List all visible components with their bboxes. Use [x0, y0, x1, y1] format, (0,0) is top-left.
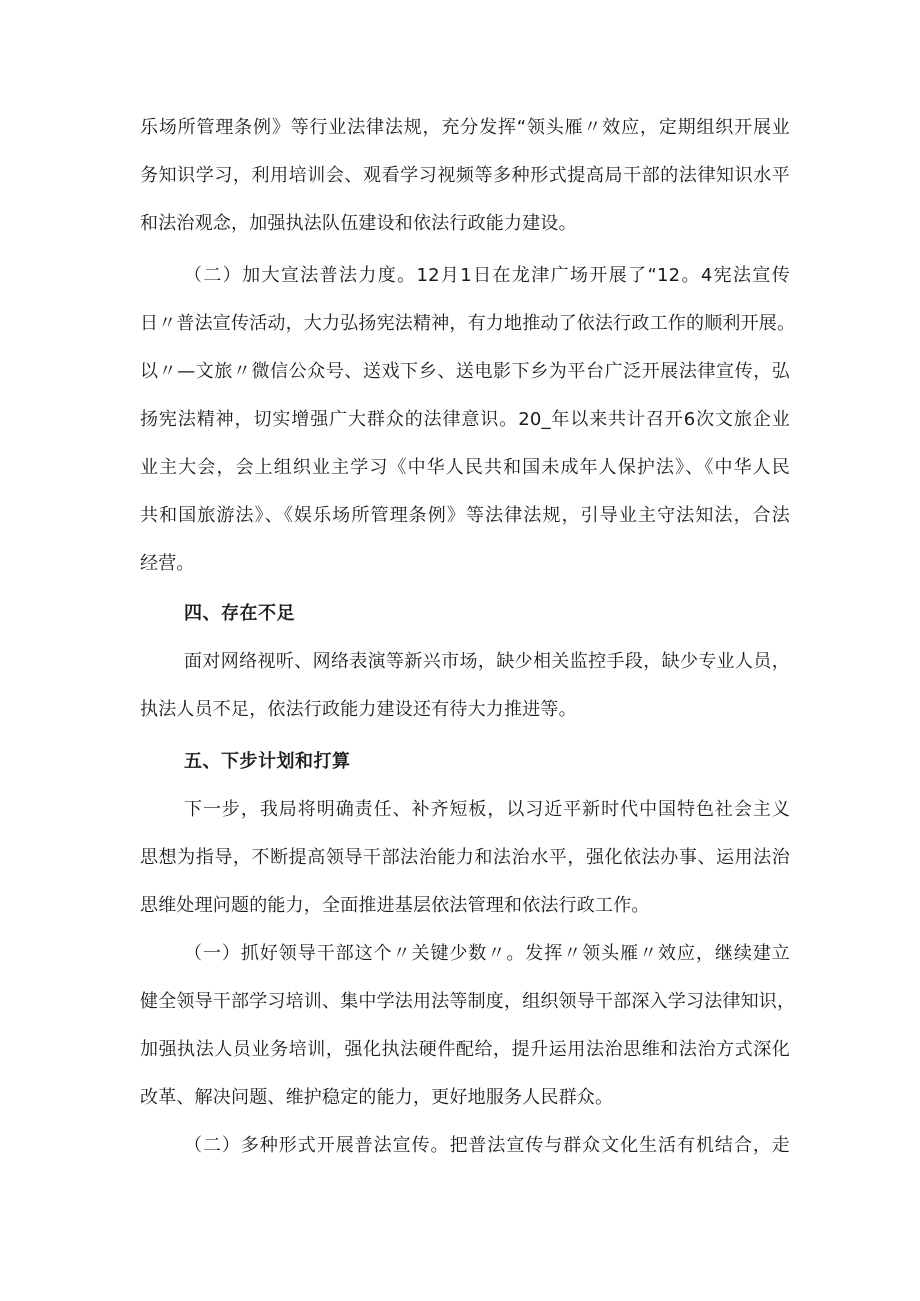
text-line: （一）抓好领导干部这个〃关键少数〃。发挥〃领头雁〃效应，继续建立	[184, 943, 790, 964]
text-line: 共和国旅游法》、《娱乐场所管理条例》等法律法规，引导业主守法知法，合法	[140, 505, 790, 526]
paragraph-publicity	[140, 252, 796, 588]
text-line: 乐场所管理条例》等行业法律法规，充分发挥“领头雁〃效应，定期组织开展业	[140, 117, 790, 138]
paragraph-shortcomings	[140, 638, 790, 734]
paragraph-next-steps	[140, 786, 790, 930]
section-heading-shortcomings: 四、存在不足	[184, 603, 295, 624]
text-line: 务知识学习，利用培训会、观看学习视频等多种形式提高局干部的法律知识水平	[140, 165, 790, 186]
text-line: 以〃—文旅〃微信公众号、送戏下乡、送电影下乡为平台广泛开展法律宣传，弘	[140, 361, 790, 382]
text-line: 日〃普法宣传活动，大力弘扬宪法精神，有力地推动了依法行政工作的顺利开展。	[140, 313, 796, 334]
text-line: 思想为指导，不断提高领导干部法治能力和法治水平，强化依法办事、运用法治	[140, 847, 790, 868]
text-line: 执法人员不足，依法行政能力建设还有待大力推进等。	[140, 699, 577, 720]
text-line: 和法治观念，加强执法队伍建设和依法行政能力建设。	[140, 213, 577, 234]
text-line: 业主大会，会上组织业主学习《中华人民共和国未成年人保护法》、《中华人民	[140, 457, 790, 478]
text-line: （二）多种形式开展普法宣传。把普法宣传与群众文化生活有机结合，走	[184, 1135, 790, 1156]
text-line: （二）加大宣法普法力度。12月1日在龙津广场开展了“12。4宪法宣传	[184, 265, 790, 286]
paragraph-publicity-forms	[140, 1122, 790, 1170]
text-line: 扬宪法精神，切实增强广大群众的法律意识。20_年以来共计召开6次文旅企业	[140, 409, 790, 430]
text-line: 面对网络视听、网络表演等新兴市场，缺少相关监控手段，缺少专业人员，	[184, 651, 790, 672]
paragraph-continuation	[140, 104, 790, 248]
text-line: 改革、解决问题、维护稳定的能力，更好地服务人民群众。	[140, 1087, 614, 1108]
section-heading-next-steps: 五、下步计划和打算	[184, 751, 351, 772]
text-line: 下一步，我局将明确责任、补齐短板，以习近平新时代中国特色社会主义	[184, 799, 790, 820]
paragraph-leadership	[140, 930, 796, 1122]
text-line: 健全领导干部学习培训、集中学法用法等制度，组织领导干部深入学习法律知识，	[140, 991, 796, 1012]
text-line: 加强执法人员业务培训，强化执法硬件配给，提升运用法治思维和法治方式深化	[140, 1039, 790, 1060]
text-line: 思维处理问题的能力，全面推进基层依法管理和依法行政工作。	[140, 895, 650, 916]
text-line: 经营。	[140, 553, 195, 574]
